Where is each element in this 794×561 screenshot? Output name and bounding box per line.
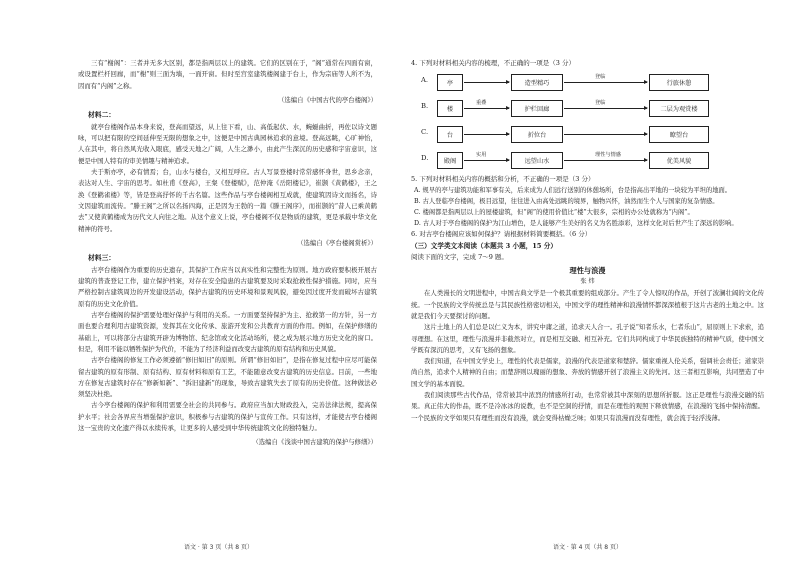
section-3-instruction: 阅读下面的文字，完成 7～9 题。 [411,253,508,262]
diagram-arrow [564,160,647,161]
diagram-arrow-label: 理性与情感 [595,152,621,159]
question-5-option-d: D. 古人对于亭台楼阁的保护为江山增色，是人能够产生美好的名义为名胜添彩，这样文化对后世产生了深远的影响。 [414,220,738,228]
diagram-row-a [411,71,764,95]
diagram-box-feature: 护栏回廊 [511,100,563,117]
diagram-box-building: 台 [437,126,463,143]
diagram-arrow [564,134,647,135]
diagram-row-label: B. [421,102,429,111]
article-title: 理性与浪漫 [569,266,606,276]
diagram-arrow [564,108,647,109]
material-3-paragraph-1: 古亭台楼阁作为重要的历史遗存，其保护工作应当以真实性和完整性为原则。地方政府要积极开展古建筑的普查登记工作，建立保护档案，对存在安全隐患的古建筑要及时采取抢救性保护措施。同时，应当严格控制古建筑周边的开发建设活动，保护古建筑的历史环境和景观风貌，避免因过度开发而破坏古建筑原有的历史文化价值。 [78,265,377,308]
diagram-box-feature: 远望山水 [511,152,563,169]
diagram-box-function: 瞭望台 [649,126,709,143]
diagram-box-function: 二层为观赏楼 [649,100,709,117]
question-5-option-a: A. 规早的亭与建筑功能和军事有关，后来成为人们远行送别的休憩场所，台是指高出平地的一块较为平坦的地面。 [414,187,732,195]
diagram-arrow-label: 实用 [476,152,487,159]
question-5-stem: 5. 下列对材料相关内容的概括和分析，不正确的一项是（3 分） [411,175,595,184]
article-paragraph-2: 这片土地上的人们总是以仁义为本，讲究中庸之道，追求天人合一。孔子说“知者乐水，仁者乐山”，屈原则上下求索，追寻理想。在这里，理性与浪漫并非截然对立，而是相互交融、相互补充。它们共同构成了中华民族独特的精神气质，使中国文学既有深沉的思考，又有飞扬的想象。 [411,323,764,354]
diagram-box-building: 亭 [437,74,463,91]
diagram-arrow-label: 登临 [595,74,606,81]
page-footer-right: 语文 · 第 4 页（共 8 页） [553,544,622,551]
diagram-arrow [464,82,509,83]
diagram-box-building: 楼 [437,100,463,117]
source-note-1: （选编自《中国古代的亭台楼阁》） [277,95,377,104]
diagram-row-d [411,149,764,173]
page-footer-left: 语文 · 第 3 页（共 8 页） [184,544,253,551]
diagram-arrow [464,160,509,161]
diagram-row-b [411,97,764,121]
material-3-paragraph-3: 古亭台楼阁的修复工作必须遵循“修旧如旧”的原则。所谓“修旧如旧”，是指在修复过程中应尽可能保留古建筑的原有形制、原有结构、原有材料和原有工艺，不能随意改变古建筑的历史信息。目前，一些地方在修复古建筑时存在“修新如新”、“拆旧建新”的现象，导致古建筑失去了原有的历史价值。这种做法必须坚决杜绝。 [78,356,377,399]
source-note-3: （选编自《浅谈中国古建筑的保护与修缮》） [252,438,377,447]
diagram-box-function: 行旅休憩 [649,74,709,91]
diagram-row-label: A. [421,76,429,85]
article-paragraph-3: 我们知道，在中国文学史上，理性的代表是儒家，浪漫的代表是道家和楚辞。儒家重视人伦关系，强调社会责任；道家崇尚自然，追求个人精神的自由；而楚辞则以瑰丽的想象、奔放的情感开创了浪漫主义的先河。这三者相互影响，共同塑造了中国文学的基本面貌。 [411,357,764,388]
question-4-stem: 4. 下列对材料相关内容的梳理，不正确的一项是（3 分） [411,59,575,67]
question-5-option-c: C. 楼阁都是指两层以上的屋楼建筑，但“阁”的使用价值比“楼”大很多，宗相的办公处就称为“内阁”。 [414,209,694,217]
material-3-paragraph-2: 古亭台楼阁的保护需要处理好保护与利用的关系。一方面要坚持保护为主、抢救第一的方针，另一方面也要合理利用古建筑资源，发挥其在文化传承、旅游开发和公共教育方面的作用。例如，在保护修缮的基础上，可以将部分古建筑开辟为博物馆、纪念馆或文化活动场所，使之成为展示地方历史文化的窗口。但是，利用不能以牺牲保护为代价，不能为了经济利益而改变古建筑的原有结构和历史风貌。 [78,311,377,353]
material-2-paragraph-1: 就亭台楼阁作品本身来说，登高而望远，从上往下看，山、高低起伏、水，蜿蜒曲折，再佐以诗文题咏，可以把有限的空间延伸至无限的想象之中，这便是中国古典园林追求的意境。登高远眺，心旷神怡，人在其中，将自然风光收入眼底，感受天地之广阔，人生之渺小，由此产生深沉的历史感和宇宙意识，这便是中国人特有的审美情趣与精神追求。 [78,122,377,165]
article-author: 张 炜 [580,278,595,286]
article-paragraph-1: 在人类漫长的文明进程中，中国古典文学是一个极其重要的组成部分。产生了令人惊叹的作品，开创了波澜壮阔的文化传统。一个民族的文学传统总是与其民族性格密切相关，中国文学的理性精神和浪漫情怀都深深植根于这片古老的土地之中。这就是我们今天要探讨的问题。 [411,289,764,320]
diagram-row-c [411,123,764,147]
material-2-paragraph-2: 夫于斯亦亭，必有情焉；台，山水与楼台，又相互呼应。古人写景登楼时常常感怀身世，思乡念亲，表达对人生、宇宙的思考。如杜甫《登高》，王粲《登楼赋》，范仲淹《岳阳楼记》，崔颢《黄鹤楼》，王之涣《登鹳雀楼》等，皆是登高抒怀的千古名篇。这些作品与亭台楼阁相互成就，使建筑因诗文而扬名，诗文因建筑而流传。“滕王阁”之所以名扬四海，正是因为王勃的一篇《滕王阁序》，而崔颢的“昔人已乘黄鹤去”又使黄鹤楼成为历代文人向往之地。从这个意义上说，亭台楼阁不仅是物质的建筑，更是承载中华文化精神的符号。 [78,168,377,233]
diagram-arrow [464,108,509,109]
section-3-heading: （三）文学类文本阅读（本题共 3 小题，15 分） [411,241,557,250]
diagram-arrow-label: 登临 [595,100,606,107]
question-6-stem: 6. 对古亭台楼阁应该如何保护？请根据材料简要概括。（6 分） [411,230,592,239]
diagram-box-function: 优美风貌 [649,152,709,169]
diagram-arrow [464,134,509,135]
intro-paragraph: 三有“榭阁”：三者并无多大区别，都是指两层以上的建筑。它们的区别在于，“阁”通常在四面有窗，或设置栏杆回廊，而“榭”则三面为墙，一面开窗。但时至宫室建筑楼阁建于台上，作为宗庙等人所不为，因而有“内阁”之称。 [78,59,377,90]
source-note-2: （选编自《亭台楼阁赏析》） [297,238,377,247]
material-3-paragraph-4: 古今亭台楼阁的保护和利用需要全社会的共同参与。政府应当加大财政投入，完善法律法规，提高保护水平；社会各界应当增强保护意识，积极参与古建筑的保护与宣传工作。只有这样，才能使古亭台楼阁这一宝贵的文化遗产得以永续传承，让更多的人感受到中华传统建筑文化的独特魅力。 [78,401,377,433]
diagram-box-feature: 造型精巧 [511,74,563,91]
diagram-box-building: 殿阁 [437,152,463,169]
article-paragraph-4: 我们阅读那些古代作品，常常被其中浓烈的情感所打动，也常常被其中深刻的思想所折服。这正是理性与浪漫交融的结果。真正伟大的作品，既不是冷冰冰的说教，也不是空洞的抒情，而是在理性的观照下释放情感，在浪漫的飞扬中保持清醒。一个民族的文学如果只有理性而没有浪漫，就会变得枯燥乏味；如果只有浪漫而没有理性，就会流于轻浮浅薄。 [411,390,764,422]
diagram-arrow [564,82,647,83]
diagram-row-label: D. [421,154,429,163]
material-3-heading: 材料三： [88,253,116,262]
page-right [397,0,794,561]
diagram-box-feature: 折位台 [511,126,563,143]
diagram-row-label: C. [421,128,429,137]
material-2-heading: 材料二： [88,110,116,119]
question-5-option-b: B. 古人登临亭台楼阁，极目远望，往往进入由高处远眺的境界，触物兴怀，油然而生个人与国家的复杂情感。 [414,198,719,206]
flow-diagram [411,71,764,173]
diagram-arrow-label: 重叠 [476,100,487,107]
